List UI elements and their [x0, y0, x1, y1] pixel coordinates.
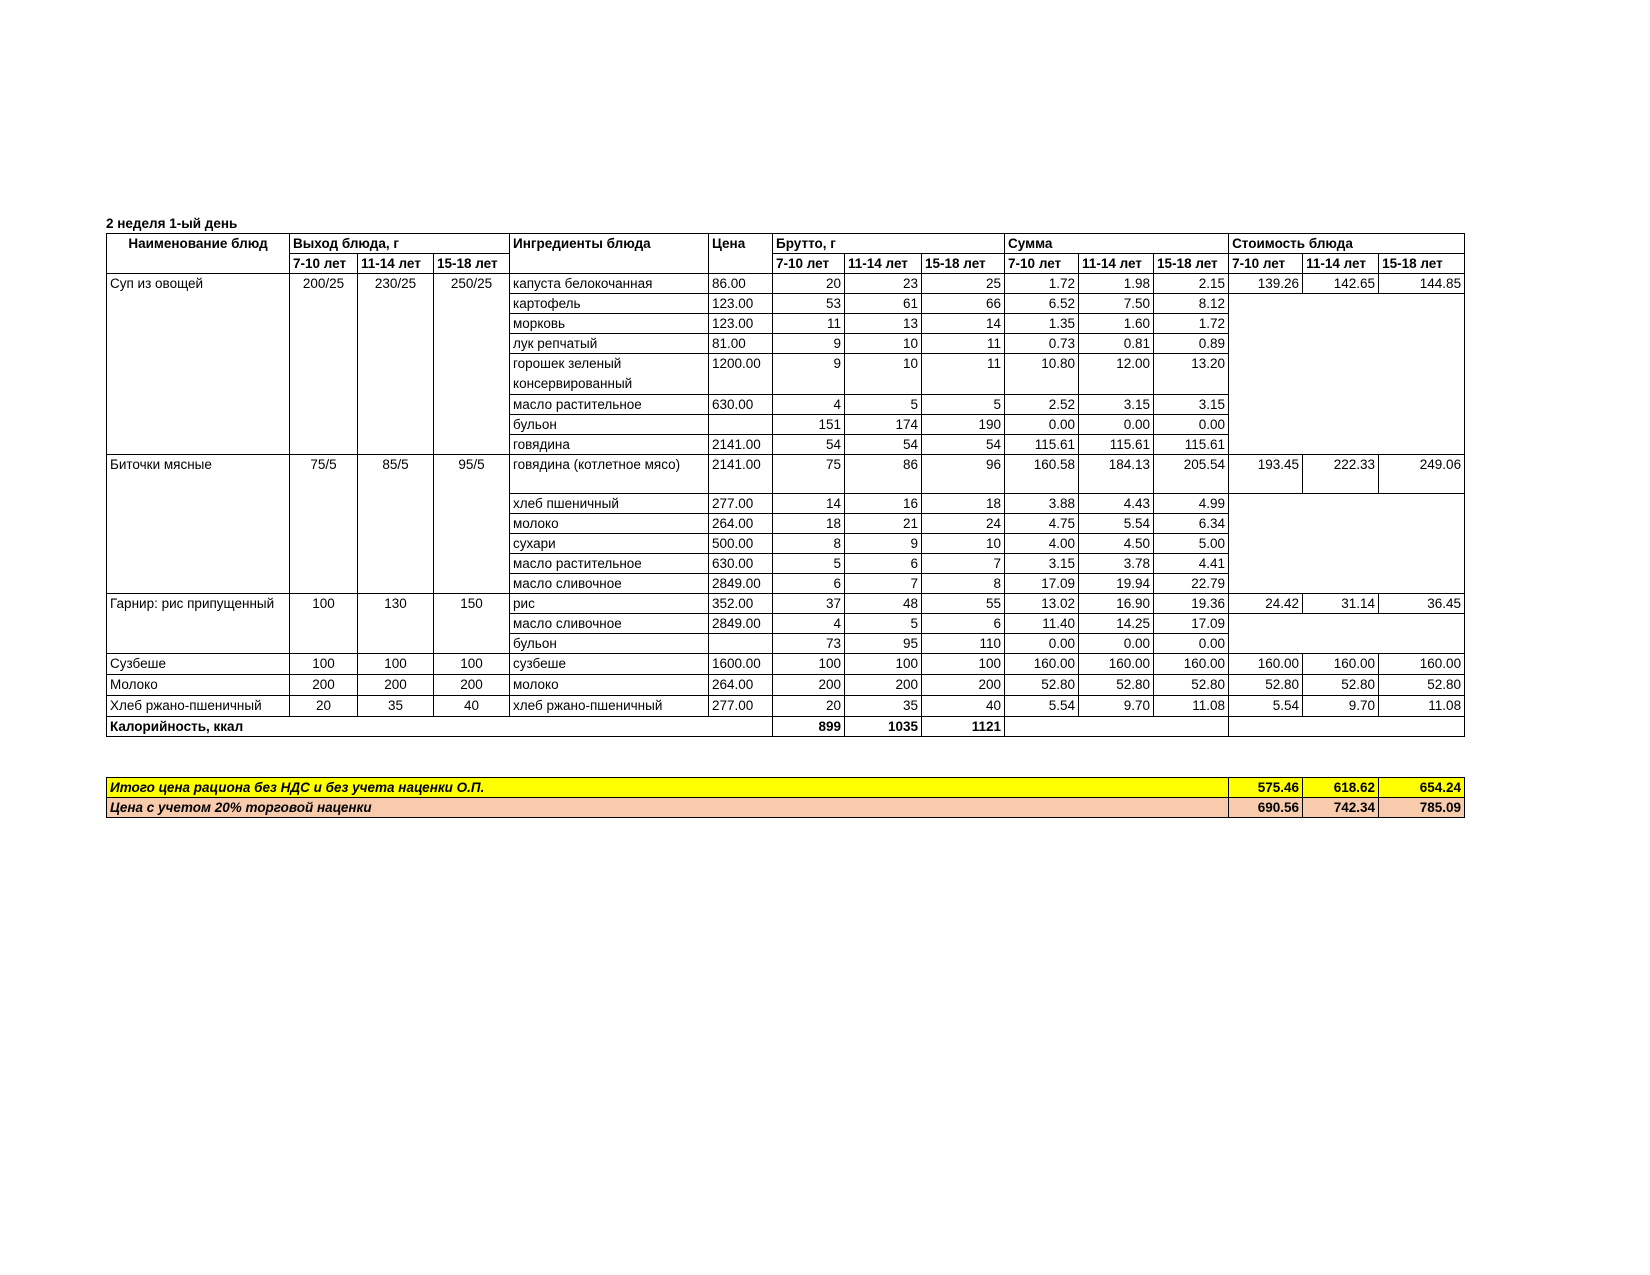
total-value: 618.62 — [1303, 778, 1379, 798]
yield-cell: 150 — [434, 594, 510, 654]
calories-blank-sum — [1005, 717, 1229, 737]
gross-weight-cell: 11 — [922, 334, 1005, 354]
dish-cost-blank — [1229, 614, 1465, 654]
sum-cell: 1.98 — [1079, 274, 1154, 294]
gross-weight-cell: 18 — [773, 514, 845, 534]
ingredient-name-cell: хлеб пшеничный — [510, 494, 709, 514]
ingredient-name-cell: молоко — [510, 675, 709, 696]
sum-cell: 0.00 — [1079, 415, 1154, 435]
sum-cell: 12.00 — [1079, 354, 1154, 395]
sum-cell: 6.52 — [1005, 294, 1079, 314]
table-row — [107, 274, 1465, 294]
total-label: Цена с учетом 20% торговой наценки — [107, 798, 1229, 818]
yield-cell: 100 — [434, 654, 510, 675]
age-group-header: 15-18 лет — [922, 254, 1005, 274]
sum-cell: 13.20 — [1154, 354, 1229, 395]
gross-weight-cell: 95 — [845, 634, 922, 654]
sum-cell: 6.34 — [1154, 514, 1229, 534]
gross-weight-cell: 6 — [845, 554, 922, 574]
menu-table — [106, 233, 1465, 737]
ingredient-price-cell: 86.00 — [709, 274, 773, 294]
sum-cell: 205.54 — [1154, 455, 1229, 494]
sum-cell: 8.12 — [1154, 294, 1229, 314]
total-value: 742.34 — [1303, 798, 1379, 818]
gross-weight-cell: 73 — [773, 634, 845, 654]
sum-cell: 14.25 — [1079, 614, 1154, 634]
ingredient-name-cell: капуста белокочанная — [510, 274, 709, 294]
sum-cell: 19.94 — [1079, 574, 1154, 594]
dish-cost-cell: 144.85 — [1379, 274, 1465, 294]
gross-weight-cell: 54 — [845, 435, 922, 455]
dish-cost-cell: 31.14 — [1303, 594, 1379, 614]
gross-weight-cell: 24 — [922, 514, 1005, 534]
table-row — [107, 594, 1465, 614]
ingredient-price-cell: 277.00 — [709, 494, 773, 514]
sum-cell: 184.13 — [1079, 455, 1154, 494]
gross-weight-cell: 7 — [922, 554, 1005, 574]
header-row-1 — [107, 234, 1465, 254]
ingredient-name-cell: масло растительное — [510, 554, 709, 574]
dish-cost-cell: 139.26 — [1229, 274, 1303, 294]
dish-cost-cell: 193.45 — [1229, 455, 1303, 494]
sum-cell: 115.61 — [1079, 435, 1154, 455]
sum-cell: 9.70 — [1079, 696, 1154, 717]
gross-weight-cell: 100 — [773, 654, 845, 675]
gross-weight-cell: 5 — [773, 554, 845, 574]
gross-weight-cell: 96 — [922, 455, 1005, 494]
sum-cell: 4.00 — [1005, 534, 1079, 554]
yield-cell: 250/25 — [434, 274, 510, 455]
gross-weight-cell: 66 — [922, 294, 1005, 314]
gross-weight-cell: 4 — [773, 395, 845, 415]
gross-weight-cell: 13 — [845, 314, 922, 334]
dish-name-cell: Молоко — [107, 675, 290, 696]
ingredient-price-cell: 630.00 — [709, 395, 773, 415]
sum-cell: 0.81 — [1079, 334, 1154, 354]
age-group-header: 7-10 лет — [1229, 254, 1303, 274]
ingredient-price-cell: 352.00 — [709, 594, 773, 614]
ingredient-name-cell: говядина (котлетное мясо) — [510, 455, 709, 494]
gross-weight-cell: 61 — [845, 294, 922, 314]
sum-cell: 115.61 — [1005, 435, 1079, 455]
table-row — [107, 696, 1465, 717]
sum-cell: 1.72 — [1005, 274, 1079, 294]
age-group-header: 7-10 лет — [290, 254, 358, 274]
gross-weight-cell: 110 — [922, 634, 1005, 654]
ingredient-price-cell: 123.00 — [709, 294, 773, 314]
yield-cell: 40 — [434, 696, 510, 717]
dish-cost-cell: 36.45 — [1379, 594, 1465, 614]
sum-cell: 11.40 — [1005, 614, 1079, 634]
ingredient-name-cell: молоко — [510, 514, 709, 534]
gross-weight-cell: 6 — [773, 574, 845, 594]
sum-cell: 0.73 — [1005, 334, 1079, 354]
header-ingredients: Ингредиенты блюда — [510, 234, 709, 274]
dish-cost-cell: 160.00 — [1229, 654, 1303, 675]
dish-cost-cell: 24.42 — [1229, 594, 1303, 614]
gross-weight-cell: 5 — [845, 395, 922, 415]
header-dish-name: Наименование блюд — [107, 234, 290, 274]
yield-cell: 200 — [434, 675, 510, 696]
age-group-header: 11-14 лет — [845, 254, 922, 274]
total-value: 654.24 — [1379, 778, 1465, 798]
yield-cell: 200 — [358, 675, 434, 696]
gross-weight-cell: 100 — [845, 654, 922, 675]
gross-weight-cell: 54 — [773, 435, 845, 455]
sum-cell: 115.61 — [1154, 435, 1229, 455]
gross-weight-cell: 10 — [845, 354, 922, 395]
yield-cell: 85/5 — [358, 455, 434, 594]
calories-blank-cost — [1229, 717, 1465, 737]
gross-weight-cell: 53 — [773, 294, 845, 314]
sum-cell: 5.54 — [1005, 696, 1079, 717]
sum-cell: 5.00 — [1154, 534, 1229, 554]
sum-cell: 52.80 — [1005, 675, 1079, 696]
gross-weight-cell: 9 — [773, 354, 845, 395]
header-price: Цена — [709, 234, 773, 274]
gross-weight-cell: 5 — [845, 614, 922, 634]
sum-cell: 7.50 — [1079, 294, 1154, 314]
gross-weight-cell: 11 — [922, 354, 1005, 395]
calories-value: 1121 — [922, 717, 1005, 737]
header-gross: Брутто, г — [773, 234, 1005, 254]
table-row — [107, 455, 1465, 494]
ingredient-price-cell: 2849.00 — [709, 614, 773, 634]
yield-cell: 200/25 — [290, 274, 358, 455]
ingredient-price-cell: 2141.00 — [709, 435, 773, 455]
total-value: 690.56 — [1229, 798, 1303, 818]
sum-cell: 52.80 — [1154, 675, 1229, 696]
header-row-2 — [107, 254, 1465, 274]
sum-cell: 4.43 — [1079, 494, 1154, 514]
dish-cost-cell: 5.54 — [1229, 696, 1303, 717]
ingredient-name-cell: лук репчатый — [510, 334, 709, 354]
gross-weight-cell: 86 — [845, 455, 922, 494]
calories-row — [107, 717, 1465, 737]
calories-value: 1035 — [845, 717, 922, 737]
gross-weight-cell: 14 — [773, 494, 845, 514]
gross-weight-cell: 40 — [922, 696, 1005, 717]
sum-cell: 13.02 — [1005, 594, 1079, 614]
header-sum: Сумма — [1005, 234, 1229, 254]
gross-weight-cell: 8 — [773, 534, 845, 554]
gross-weight-cell: 4 — [773, 614, 845, 634]
ingredient-price-cell: 264.00 — [709, 514, 773, 534]
sum-cell: 16.90 — [1079, 594, 1154, 614]
sum-cell: 0.89 — [1154, 334, 1229, 354]
ingredient-name-cell: картофель — [510, 294, 709, 314]
yield-cell: 100 — [358, 654, 434, 675]
age-group-header: 11-14 лет — [1079, 254, 1154, 274]
ingredient-price-cell: 1600.00 — [709, 654, 773, 675]
gross-weight-cell: 54 — [922, 435, 1005, 455]
table-row — [107, 654, 1465, 675]
ingredient-name-cell: бульон — [510, 634, 709, 654]
table-row — [107, 675, 1465, 696]
ingredient-name-cell: бульон — [510, 415, 709, 435]
age-group-header: 15-18 лет — [1379, 254, 1465, 274]
gross-weight-cell: 8 — [922, 574, 1005, 594]
sum-cell: 4.75 — [1005, 514, 1079, 534]
gross-weight-cell: 151 — [773, 415, 845, 435]
ingredient-name-cell: сухари — [510, 534, 709, 554]
sum-cell: 19.36 — [1154, 594, 1229, 614]
dish-cost-blank — [1229, 494, 1465, 594]
sum-cell: 2.52 — [1005, 395, 1079, 415]
ingredient-price-cell — [709, 634, 773, 654]
sum-cell: 160.00 — [1154, 654, 1229, 675]
gross-weight-cell: 10 — [922, 534, 1005, 554]
gross-weight-cell: 200 — [773, 675, 845, 696]
ingredient-price-cell: 630.00 — [709, 554, 773, 574]
yield-cell: 200 — [290, 675, 358, 696]
calories-label: Калорийность, ккал — [107, 717, 773, 737]
yield-cell: 100 — [290, 654, 358, 675]
sheet-caption: 2 неделя 1-ый день — [106, 216, 238, 231]
ingredient-price-cell: 277.00 — [709, 696, 773, 717]
ingredient-price-cell: 123.00 — [709, 314, 773, 334]
sum-cell: 3.15 — [1005, 554, 1079, 574]
sum-cell: 160.00 — [1079, 654, 1154, 675]
sum-cell: 4.50 — [1079, 534, 1154, 554]
ingredient-price-cell: 81.00 — [709, 334, 773, 354]
dish-cost-cell: 52.80 — [1229, 675, 1303, 696]
gross-weight-cell: 48 — [845, 594, 922, 614]
markup-price-row — [107, 798, 1465, 818]
gross-weight-cell: 9 — [845, 534, 922, 554]
sum-cell: 5.54 — [1079, 514, 1154, 534]
ingredient-price-cell: 2141.00 — [709, 455, 773, 494]
gross-weight-cell: 23 — [845, 274, 922, 294]
gross-weight-cell: 25 — [922, 274, 1005, 294]
header-dish-cost: Стоимость блюда — [1229, 234, 1465, 254]
dish-cost-cell: 11.08 — [1379, 696, 1465, 717]
calories-value: 899 — [773, 717, 845, 737]
ingredient-name-cell: масло сливочное — [510, 574, 709, 594]
gross-weight-cell: 55 — [922, 594, 1005, 614]
sum-cell: 1.60 — [1079, 314, 1154, 334]
ingredient-name-cell: хлеб ржано-пшеничный — [510, 696, 709, 717]
age-group-header: 7-10 лет — [773, 254, 845, 274]
sum-cell: 0.00 — [1005, 415, 1079, 435]
dish-cost-cell: 160.00 — [1379, 654, 1465, 675]
gross-weight-cell: 16 — [845, 494, 922, 514]
totals-table — [106, 777, 1465, 818]
sum-cell: 17.09 — [1005, 574, 1079, 594]
total-value: 575.46 — [1229, 778, 1303, 798]
dish-cost-cell: 160.00 — [1303, 654, 1379, 675]
gross-weight-cell: 21 — [845, 514, 922, 534]
age-group-header: 11-14 лет — [1303, 254, 1379, 274]
sum-cell: 0.00 — [1079, 634, 1154, 654]
dish-name-cell: Суп из овощей — [107, 274, 290, 455]
yield-cell: 230/25 — [358, 274, 434, 455]
sum-cell: 17.09 — [1154, 614, 1229, 634]
yield-cell: 20 — [290, 696, 358, 717]
gross-weight-cell: 200 — [922, 675, 1005, 696]
total-price-row — [107, 778, 1465, 798]
gross-weight-cell: 20 — [773, 274, 845, 294]
yield-cell: 75/5 — [290, 455, 358, 594]
sum-cell: 160.00 — [1005, 654, 1079, 675]
dish-name-cell: Гарнир: рис припущенный — [107, 594, 290, 654]
gross-weight-cell: 14 — [922, 314, 1005, 334]
gross-weight-cell: 200 — [845, 675, 922, 696]
ingredient-price-cell: 500.00 — [709, 534, 773, 554]
total-label: Итого цена рациона без НДС и без учета наценки О.П. — [107, 778, 1229, 798]
gross-weight-cell: 11 — [773, 314, 845, 334]
gross-weight-cell: 75 — [773, 455, 845, 494]
dish-name-cell: Сузбеше — [107, 654, 290, 675]
sum-cell: 3.78 — [1079, 554, 1154, 574]
ingredient-name-cell: говядина — [510, 435, 709, 455]
gross-weight-cell: 10 — [845, 334, 922, 354]
ingredient-name-cell: морковь — [510, 314, 709, 334]
gross-weight-cell: 100 — [922, 654, 1005, 675]
sum-cell: 0.00 — [1005, 634, 1079, 654]
dish-name-cell: Биточки мясные — [107, 455, 290, 594]
sum-cell: 10.80 — [1005, 354, 1079, 395]
gross-weight-cell: 174 — [845, 415, 922, 435]
gross-weight-cell: 20 — [773, 696, 845, 717]
ingredient-price-cell: 264.00 — [709, 675, 773, 696]
sum-cell: 22.79 — [1154, 574, 1229, 594]
ingredient-price-cell: 1200.00 — [709, 354, 773, 395]
ingredient-name-cell: горошек зеленый консервированный — [510, 354, 709, 395]
header-yield: Выход блюда, г — [290, 234, 510, 254]
gross-weight-cell: 35 — [845, 696, 922, 717]
ingredient-name-cell: сузбеше — [510, 654, 709, 675]
dish-cost-cell: 52.80 — [1379, 675, 1465, 696]
gross-weight-cell: 9 — [773, 334, 845, 354]
gross-weight-cell: 6 — [922, 614, 1005, 634]
sum-cell: 11.08 — [1154, 696, 1229, 717]
gross-weight-cell: 190 — [922, 415, 1005, 435]
age-group-header: 11-14 лет — [358, 254, 434, 274]
sum-cell: 0.00 — [1154, 634, 1229, 654]
sum-cell: 0.00 — [1154, 415, 1229, 435]
dish-cost-cell: 222.33 — [1303, 455, 1379, 494]
ingredient-name-cell: масло растительное — [510, 395, 709, 415]
dish-cost-cell: 249.06 — [1379, 455, 1465, 494]
sum-cell: 4.41 — [1154, 554, 1229, 574]
yield-cell: 35 — [358, 696, 434, 717]
dish-name-cell: Хлеб ржано-пшеничный — [107, 696, 290, 717]
sum-cell: 1.35 — [1005, 314, 1079, 334]
sum-cell: 3.88 — [1005, 494, 1079, 514]
sum-cell: 4.99 — [1154, 494, 1229, 514]
ingredient-price-cell — [709, 415, 773, 435]
ingredient-price-cell: 2849.00 — [709, 574, 773, 594]
yield-cell: 130 — [358, 594, 434, 654]
yield-cell: 95/5 — [434, 455, 510, 594]
age-group-header: 7-10 лет — [1005, 254, 1079, 274]
sum-cell: 160.58 — [1005, 455, 1079, 494]
sum-cell: 2.15 — [1154, 274, 1229, 294]
dish-cost-cell: 142.65 — [1303, 274, 1379, 294]
yield-cell: 100 — [290, 594, 358, 654]
ingredient-name-cell: масло сливочное — [510, 614, 709, 634]
dish-cost-cell: 9.70 — [1303, 696, 1379, 717]
gross-weight-cell: 18 — [922, 494, 1005, 514]
sum-cell: 3.15 — [1079, 395, 1154, 415]
dish-cost-cell: 52.80 — [1303, 675, 1379, 696]
sum-cell: 3.15 — [1154, 395, 1229, 415]
age-group-header: 15-18 лет — [1154, 254, 1229, 274]
gross-weight-cell: 37 — [773, 594, 845, 614]
gross-weight-cell: 7 — [845, 574, 922, 594]
gross-weight-cell: 5 — [922, 395, 1005, 415]
age-group-header: 15-18 лет — [434, 254, 510, 274]
total-value: 785.09 — [1379, 798, 1465, 818]
sum-cell: 1.72 — [1154, 314, 1229, 334]
sum-cell: 52.80 — [1079, 675, 1154, 696]
ingredient-name-cell: рис — [510, 594, 709, 614]
dish-cost-blank — [1229, 294, 1465, 455]
